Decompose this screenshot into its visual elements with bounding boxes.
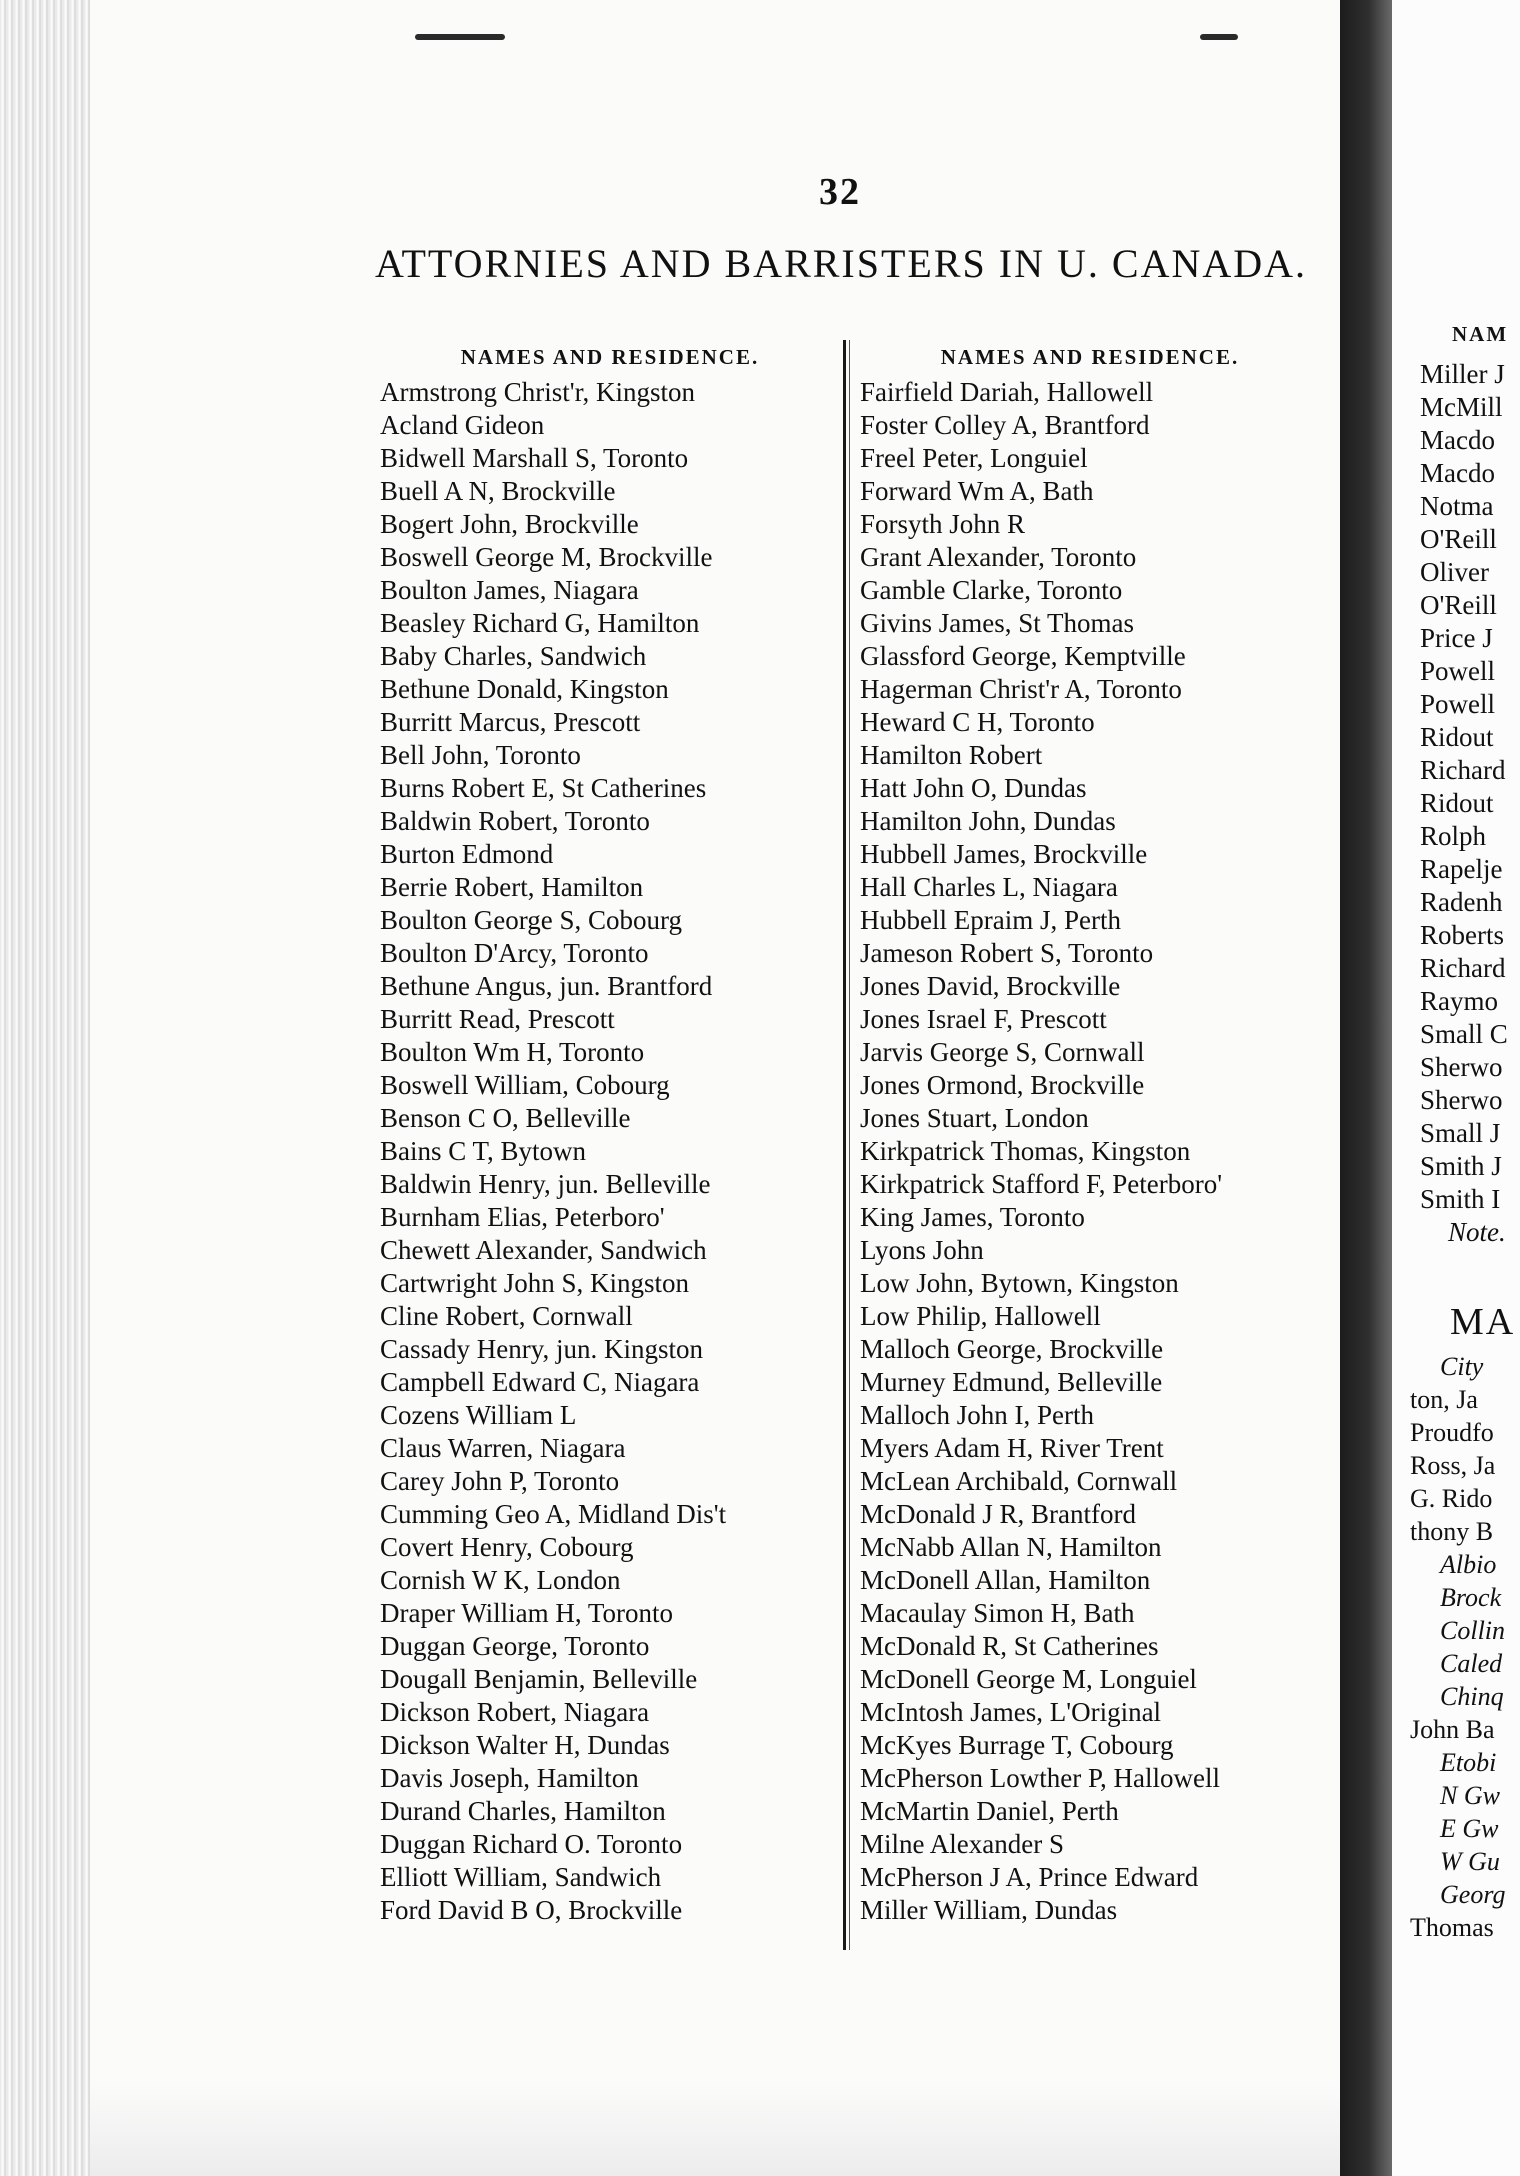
directory-entry: Elliott William, Sandwich <box>380 1862 662 1892</box>
directory-entry: Berrie Robert, Hamilton <box>380 872 644 902</box>
directory-entry: McDonald R, St Catherines <box>860 1631 1159 1661</box>
page-number: 32 <box>819 171 861 213</box>
directory-entry: Burritt Read, Prescott <box>380 1004 615 1034</box>
directory-entry: Beasley Richard G, Hamilton <box>380 608 700 638</box>
facing-page-entry: Ridout <box>1420 788 1494 818</box>
right-entry-list <box>860 376 1320 1927</box>
directory-entry: Cornish W K, London <box>380 1565 621 1595</box>
directory-entry: Boswell William, Cobourg <box>380 1070 670 1100</box>
directory-entry: Hatt John O, Dundas <box>860 773 1087 803</box>
facing-page-entry: Raymo <box>1420 986 1498 1016</box>
facing-page-entry: Small J <box>1420 1118 1501 1148</box>
directory-entry: Burns Robert E, St Catherines <box>380 773 707 803</box>
directory-entry: Kirkpatrick Thomas, Kingston <box>860 1136 1191 1166</box>
directory-entry: Dougall Benjamin, Belleville <box>380 1664 698 1694</box>
directory-entry: Campbell Edward C, Niagara <box>380 1367 700 1397</box>
directory-entry: Boulton D'Arcy, Toronto <box>380 938 649 968</box>
directory-entry: Kirkpatrick Stafford F, Peterboro' <box>860 1169 1223 1199</box>
facing-page-entry: Note. <box>1448 1217 1506 1247</box>
directory-entry: Cline Robert, Cornwall <box>380 1301 633 1331</box>
directory-entry: Hamilton Robert <box>860 740 1043 770</box>
facing-page-entry: Powell <box>1420 689 1496 719</box>
directory-entry: Low John, Bytown, Kingston <box>860 1268 1179 1298</box>
directory-entry: Foster Colley A, Brantford <box>860 410 1150 440</box>
facing-page-entry: Sherwo <box>1420 1052 1503 1082</box>
page-bottom-shadow <box>90 2085 1340 2176</box>
directory-entry: Bains C T, Bytown <box>380 1136 587 1166</box>
directory-entry: Jameson Robert S, Toronto <box>860 938 1154 968</box>
facing-page-section-line: N Gw <box>1440 1781 1500 1810</box>
top-ornament-rule-right <box>1200 34 1238 40</box>
directory-entry: Acland Gideon <box>380 410 545 440</box>
column-divider <box>843 340 846 1950</box>
facing-page-entry: Smith I <box>1420 1184 1501 1214</box>
directory-entry: McDonell George M, Longuiel <box>860 1664 1197 1694</box>
directory-entry: Malloch John I, Perth <box>860 1400 1094 1430</box>
directory-entry: Macaulay Simon H, Bath <box>860 1598 1135 1628</box>
directory-entry: Bell John, Toronto <box>380 740 581 770</box>
page-stack-edges <box>0 0 90 2176</box>
directory-entry: Low Philip, Hallowell <box>860 1301 1101 1331</box>
directory-entry: Grant Alexander, Toronto <box>860 542 1137 572</box>
facing-page-entry: Ridout <box>1420 722 1494 752</box>
facing-page-section-line: John Ba <box>1410 1715 1495 1744</box>
page-heading: ATTORNIES AND BARRISTERS IN U. CANADA. <box>375 241 1307 286</box>
facing-page-entry: Sherwo <box>1420 1085 1503 1115</box>
directory-entry: Durand Charles, Hamilton <box>380 1796 666 1826</box>
left-column <box>380 342 840 1927</box>
facing-page-entry: Macdo <box>1420 425 1495 455</box>
directory-entry: Myers Adam H, River Trent <box>860 1433 1164 1463</box>
facing-page-entry: Notma <box>1420 491 1494 521</box>
directory-entry: Bethune Donald, Kingston <box>380 674 669 704</box>
directory-entry: Jones Israel F, Prescott <box>860 1004 1107 1034</box>
directory-entry: Milne Alexander S <box>860 1829 1064 1859</box>
directory-entry: Dickson Walter H, Dundas <box>380 1730 670 1760</box>
directory-entry: Fairfield Dariah, Hallowell <box>860 377 1154 407</box>
facing-page-section-line: Albio <box>1440 1550 1497 1579</box>
directory-entry: Claus Warren, Niagara <box>380 1433 626 1463</box>
facing-page-section-line: Brock <box>1440 1583 1502 1612</box>
directory-entry: McIntosh James, L'Original <box>860 1697 1162 1727</box>
facing-page-section-line: Georg <box>1440 1880 1506 1909</box>
facing-page-section-line: Thomas <box>1410 1913 1494 1942</box>
directory-entry: Boulton George S, Cobourg <box>380 905 683 935</box>
directory-entry: Carey John P, Toronto <box>380 1466 620 1496</box>
facing-page-section-line: Ross, Ja <box>1410 1451 1496 1480</box>
facing-page-entry: O'Reill <box>1420 524 1497 554</box>
facing-page-section-line: City <box>1440 1352 1484 1381</box>
directory-entry: Duggan Richard O. Toronto <box>380 1829 683 1859</box>
directory-entry: Glassford George, Kemptville <box>860 641 1186 671</box>
directory-entry: Bogert John, Brockville <box>380 509 639 539</box>
directory-entry: McDonald J R, Brantford <box>860 1499 1136 1529</box>
directory-entry: Bidwell Marshall S, Toronto <box>380 443 689 473</box>
facing-page-entry: Powell <box>1420 656 1496 686</box>
facing-page-section-line: Chinq <box>1440 1682 1504 1711</box>
facing-page-entry: Smith J <box>1420 1151 1502 1181</box>
facing-page-entry: Richard <box>1420 755 1506 785</box>
directory-entry: Baby Charles, Sandwich <box>380 641 647 671</box>
directory-entry: Baldwin Robert, Toronto <box>380 806 650 836</box>
directory-entry: Draper William H, Toronto <box>380 1598 673 1628</box>
directory-entry: Ford David B O, Brockville <box>380 1895 683 1925</box>
directory-entry: McPherson Lowther P, Hallowell <box>860 1763 1220 1793</box>
right-column <box>860 342 1320 1927</box>
facing-page-section-line: ton, Ja <box>1410 1385 1478 1414</box>
directory-entry: Armstrong Christ'r, Kingston <box>380 377 696 407</box>
top-ornament-rule-left <box>415 34 505 40</box>
directory-entry: McLean Archibald, Cornwall <box>860 1466 1178 1496</box>
directory-entry: McMartin Daniel, Perth <box>860 1796 1119 1826</box>
facing-page-entry: Radenh <box>1420 887 1503 917</box>
facing-page-section-line: W Gu <box>1440 1847 1500 1876</box>
directory-entry: Lyons John <box>860 1235 984 1265</box>
directory-entry: Boswell George M, Brockville <box>380 542 713 572</box>
directory-entry: McNabb Allan N, Hamilton <box>860 1532 1162 1562</box>
directory-entry: Covert Henry, Cobourg <box>380 1532 634 1562</box>
book-gutter <box>1340 0 1392 2176</box>
directory-entry: Bethune Angus, jun. Brantford <box>380 971 713 1001</box>
facing-page-header-spacer <box>1420 322 1508 358</box>
directory-entry: Heward C H, Toronto <box>860 707 1095 737</box>
directory-entry: King James, Toronto <box>860 1202 1085 1232</box>
facing-page-entry-list <box>1420 322 1508 1249</box>
directory-entry: Givins James, St Thomas <box>860 608 1135 638</box>
right-column-header: NAMES AND RESIDENCE. <box>940 345 1240 369</box>
directory-entry: Burritt Marcus, Prescott <box>380 707 641 737</box>
directory-entry: Gamble Clarke, Toronto <box>860 575 1123 605</box>
facing-page-section-line: thony B <box>1410 1517 1494 1546</box>
directory-entry: Baldwin Henry, jun. Belleville <box>380 1169 711 1199</box>
directory-entry: Boulton James, Niagara <box>380 575 639 605</box>
left-column-header: NAMES AND RESIDENCE. <box>460 345 760 369</box>
facing-page-entry: Oliver <box>1420 557 1489 587</box>
facing-page-entry: Price J <box>1420 623 1493 653</box>
directory-entry: Jarvis George S, Cornwall <box>860 1037 1145 1067</box>
directory-entry: Hall Charles L, Niagara <box>860 872 1118 902</box>
directory-entry: Forsyth John R <box>860 509 1026 539</box>
directory-entry: Murney Edmund, Belleville <box>860 1367 1163 1397</box>
directory-entry: Cassady Henry, jun. Kingston <box>380 1334 703 1364</box>
directory-entry: Malloch George, Brockville <box>860 1334 1164 1364</box>
directory-entry: Burnham Elias, Peterboro' <box>380 1202 665 1232</box>
directory-entry: McPherson J A, Prince Edward <box>860 1862 1199 1892</box>
directory-entry: Miller William, Dundas <box>860 1895 1118 1925</box>
facing-page-entry: Roberts <box>1420 920 1504 950</box>
facing-page-entry: Miller J <box>1420 359 1505 389</box>
directory-entry: Cartwright John S, Kingston <box>380 1268 690 1298</box>
directory-entry: McDonell Allan, Hamilton <box>860 1565 1151 1595</box>
directory-entry: Jones David, Brockville <box>860 971 1121 1001</box>
facing-page-section-line: Etobi <box>1440 1748 1497 1777</box>
directory-entry: Chewett Alexander, Sandwich <box>380 1235 707 1265</box>
directory-entry: Cozens William L <box>380 1400 577 1430</box>
facing-page-section-line: Caled <box>1440 1649 1503 1678</box>
facing-page-entry: Richard <box>1420 953 1506 983</box>
left-entry-list <box>380 376 840 1927</box>
directory-entry: Dickson Robert, Niagara <box>380 1697 650 1727</box>
facing-page-section-lines <box>1410 1350 1505 1944</box>
directory-entry: Benson C O, Belleville <box>380 1103 631 1133</box>
directory-entry: McKyes Burrage T, Cobourg <box>860 1730 1174 1760</box>
facing-page-section-line: Proudfo <box>1410 1418 1494 1447</box>
directory-entry: Duggan George, Toronto <box>380 1631 650 1661</box>
directory-entry: Cumming Geo A, Midland Dis't <box>380 1499 727 1529</box>
directory-entry: Buell A N, Brockville <box>380 476 616 506</box>
facing-page-entry: Macdo <box>1420 458 1495 488</box>
directory-entry: Hubbell Epraim J, Perth <box>860 905 1121 935</box>
facing-page-entry: Rapelje <box>1420 854 1503 884</box>
column-divider-inner <box>849 340 850 1950</box>
facing-page-section-heading: MA <box>1450 1301 1516 1343</box>
directory-entry: Forward Wm A, Bath <box>860 476 1094 506</box>
facing-page-section-line: E Gw <box>1440 1814 1499 1843</box>
facing-page-section-line: G. Rido <box>1410 1484 1493 1513</box>
facing-page-entry: O'Reill <box>1420 590 1497 620</box>
directory-entry: Hamilton John, Dundas <box>860 806 1116 836</box>
directory-entry: Davis Joseph, Hamilton <box>380 1763 639 1793</box>
directory-entry: Burton Edmond <box>380 839 554 869</box>
facing-page-entry: Small C <box>1420 1019 1508 1049</box>
directory-entry: Boulton Wm H, Toronto <box>380 1037 645 1067</box>
directory-entry: Jones Ormond, Brockville <box>860 1070 1145 1100</box>
directory-entry: Jones Stuart, London <box>860 1103 1089 1133</box>
directory-entry: Freel Peter, Longuiel <box>860 443 1088 473</box>
facing-page-entry: McMill <box>1420 392 1503 422</box>
directory-entry: Hagerman Christ'r A, Toronto <box>860 674 1182 704</box>
directory-entry: Hubbell James, Brockville <box>860 839 1148 869</box>
facing-page-header: NAM <box>1452 322 1509 346</box>
facing-page-entry: Rolph <box>1420 821 1487 851</box>
facing-page-section-line: Collin <box>1440 1616 1506 1645</box>
